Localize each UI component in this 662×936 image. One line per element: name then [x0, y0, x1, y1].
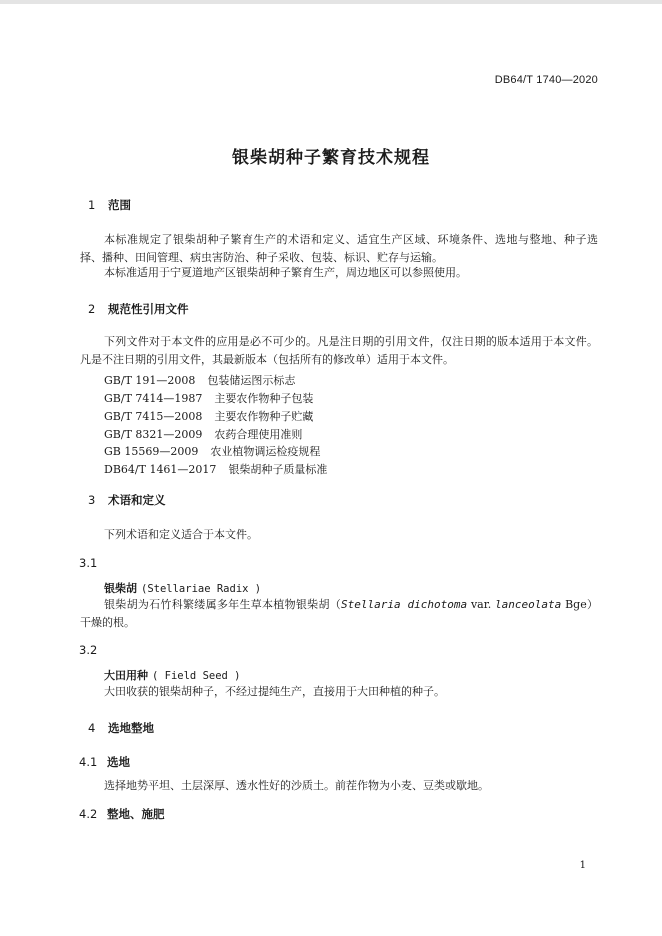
definition-text: var.	[467, 598, 496, 611]
reference-item	[104, 408, 313, 424]
section-number: 4	[88, 721, 96, 735]
reference-name: 农业植物调运检疫规程	[210, 445, 321, 458]
subsection-number: 3.1	[79, 556, 98, 570]
section-1-heading	[88, 197, 131, 213]
subsection-title: 选地	[107, 755, 130, 769]
term-3-1-definition	[80, 596, 598, 632]
definition-text: Bge）干燥的根。	[80, 598, 598, 629]
definition-text: 银柴胡为石竹科繁缕属多年生草本植物银柴胡（	[104, 598, 342, 611]
term-3-2	[104, 667, 241, 683]
document-title: 银柴胡种子繁育技术规程	[232, 148, 430, 168]
section-title: 范围	[108, 198, 131, 212]
reference-code: DB64/T 1461—2017	[104, 463, 217, 476]
subsection-3-2-number	[79, 643, 107, 657]
section-4-heading	[88, 720, 154, 736]
section-title: 术语和定义	[108, 493, 166, 507]
subsection-4-1-paragraph: 选择地势平坦、土层深厚、透水性好的沙质土。前茬作物为小麦、豆类或歇地。	[104, 779, 489, 792]
section-number: 3	[88, 493, 96, 507]
reference-code: GB/T 7415—2008	[104, 410, 203, 423]
section-number: 2	[88, 302, 96, 316]
section-1-paragraph-1: 本标准规定了银柴胡种子繁育生产的术语和定义、适宜生产区域、环境条件、选地与整地、种子选择、播种、田间管理、病虫害防治、种子采收、包装、标识、贮存与运输。	[80, 233, 598, 264]
subsection-3-1-number	[79, 556, 107, 570]
scientific-name: Stellaria dichotoma	[341, 598, 468, 611]
page-number: 1	[579, 860, 586, 871]
term-en: ( Field Seed )	[152, 670, 241, 682]
reference-item	[104, 426, 302, 442]
reference-name: 主要农作物种子包装	[214, 392, 314, 405]
reference-name: 银柴胡种子质量标准	[228, 463, 328, 476]
reference-item	[104, 461, 327, 477]
page-top-edge	[0, 0, 662, 4]
reference-name: 包装储运图示标志	[207, 374, 296, 387]
reference-code: GB/T 191—2008	[104, 374, 196, 387]
section-title: 规范性引用文件	[108, 302, 189, 316]
term-zh: 银柴胡	[104, 582, 137, 595]
subsection-title: 整地、施肥	[107, 807, 165, 821]
section-number: 1	[88, 198, 96, 212]
section-2-heading	[88, 301, 189, 317]
reference-code: GB/T 7414—1987	[104, 392, 203, 405]
subsection-4-1-heading	[79, 754, 130, 770]
term-3-2-definition: 大田收获的银柴胡种子，不经过提纯生产，直接用于大田种植的种子。	[104, 685, 445, 698]
section-1-paragraph-2: 本标准适用于宁夏道地产区银柴胡种子繁育生产，周边地区可以参照使用。	[104, 266, 467, 279]
term-en: (Stellariae Radix )	[141, 583, 262, 595]
scientific-name: lanceolata	[495, 598, 562, 611]
reference-name: 农药合理使用准则	[214, 428, 303, 441]
section-3-heading	[88, 492, 166, 508]
reference-code: GB/T 8321—2009	[104, 428, 203, 441]
reference-item	[104, 390, 313, 406]
reference-code: GB 15569—2009	[104, 445, 199, 458]
subsection-4-2-heading	[79, 806, 165, 822]
term-zh: 大田用种	[104, 669, 148, 682]
subsection-number: 4.2	[79, 807, 98, 821]
section-3-paragraph-1: 下列术语和定义适合于本文件。	[104, 528, 258, 541]
term-3-1	[104, 580, 261, 596]
section-title: 选地整地	[108, 721, 154, 735]
subsection-number: 4.1	[79, 755, 98, 769]
reference-item	[104, 443, 320, 459]
document-code: DB64/T 1740—2020	[494, 74, 598, 86]
subsection-number: 3.2	[79, 643, 98, 657]
reference-name: 主要农作物种子贮藏	[214, 410, 314, 423]
section-2-paragraph-1: 下列文件对于本文件的应用是必不可少的。凡是注日期的引用文件，仅注日期的版本适用于本文件。凡是不注日期的引用文件，其最新版本（包括所有的修改单）适用于本文件。	[80, 335, 598, 366]
reference-item	[104, 372, 295, 388]
